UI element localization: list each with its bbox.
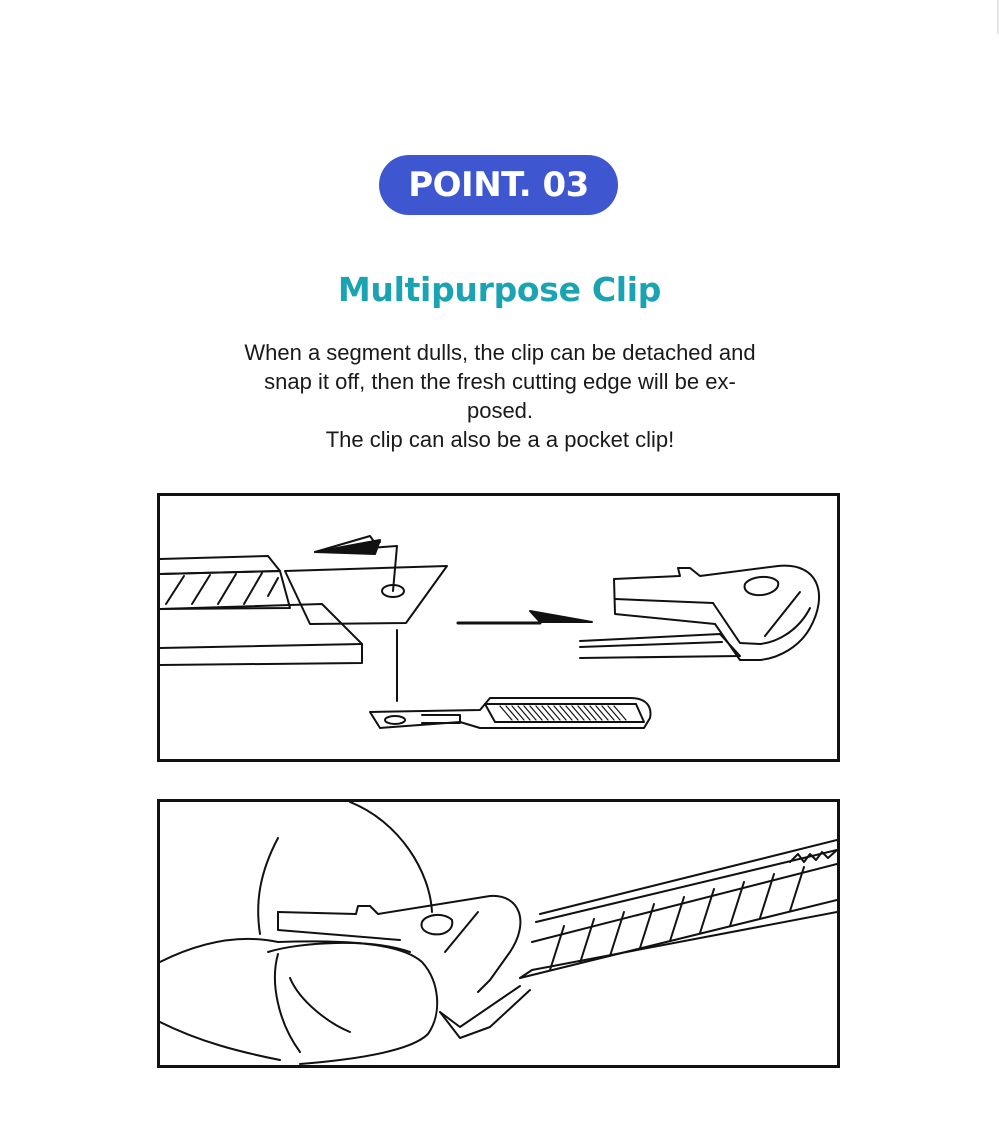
arrow-icon xyxy=(458,611,592,623)
blade-segments xyxy=(520,840,837,978)
description xyxy=(190,338,810,454)
description-line: posed. xyxy=(466,398,534,423)
slider-holder xyxy=(370,698,650,728)
hand-illustration xyxy=(160,802,437,1064)
description-line: snap it off, then the fresh cutting edge will be ex- xyxy=(264,369,736,394)
point-badge: POINT. 03 xyxy=(379,155,618,215)
assembled-clip xyxy=(580,566,819,660)
clip-piece xyxy=(278,896,530,1038)
description-line: When a segment dulls, the clip can be detached and xyxy=(244,340,756,365)
clip-piece xyxy=(285,536,447,701)
section-title: Multipurpose Clip xyxy=(337,270,662,309)
clip-detach-diagram xyxy=(157,493,840,762)
clip-snap-blade-diagram xyxy=(157,799,840,1068)
blade-segments xyxy=(160,556,362,665)
description-line: The clip can also be a a pocket clip! xyxy=(325,427,675,452)
